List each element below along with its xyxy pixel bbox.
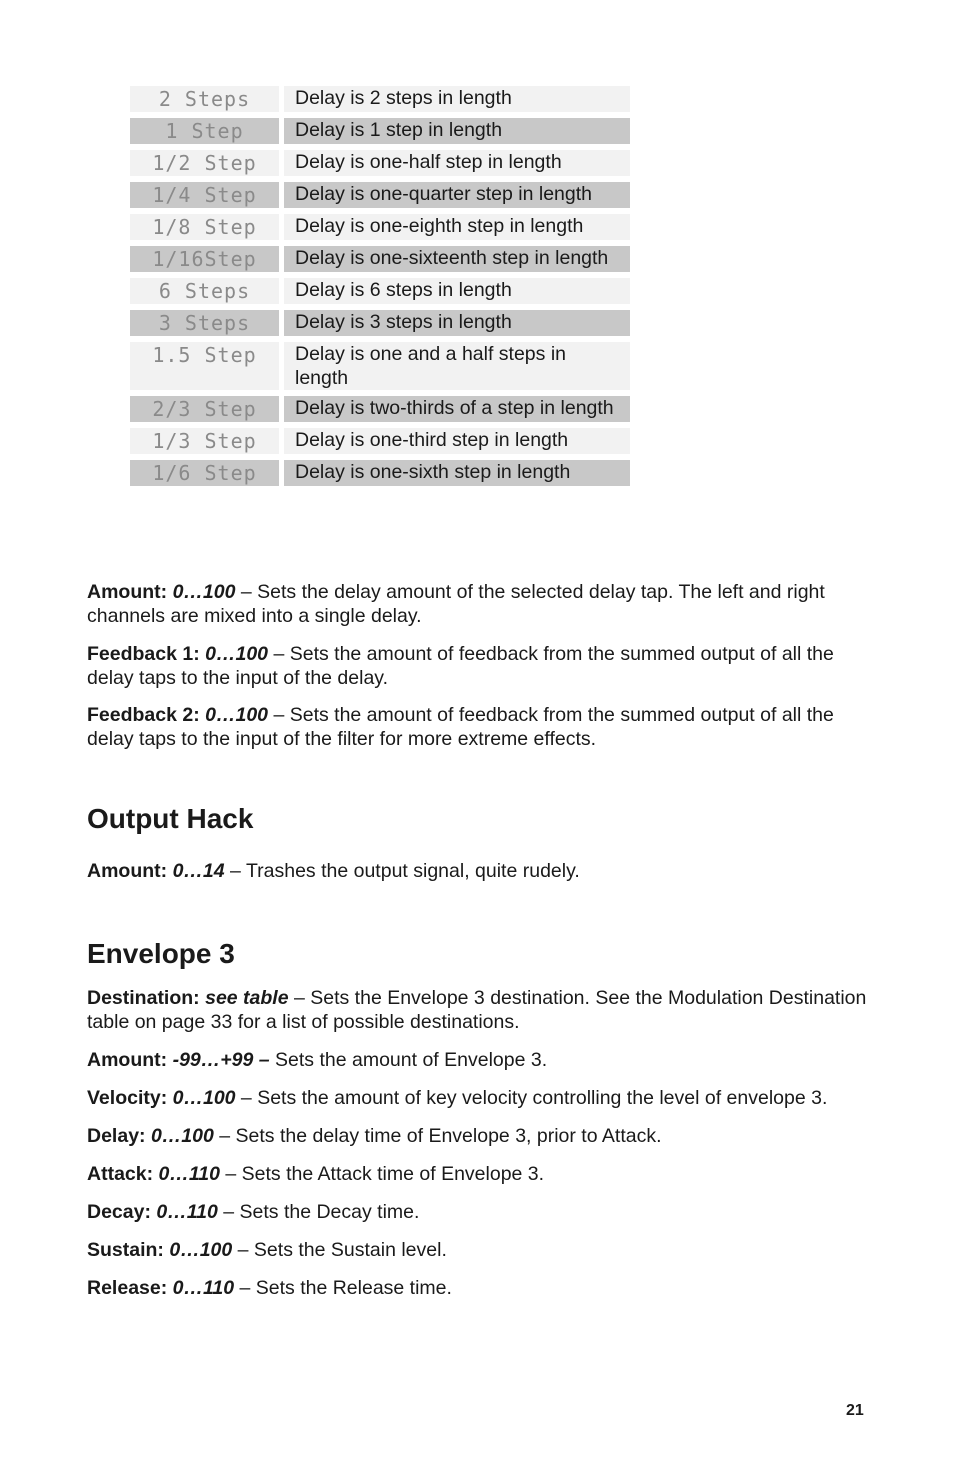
table-row [130,278,630,304]
lcd-value: 2/3 Step [130,396,279,422]
env3-delay-paragraph [87,1124,877,1148]
param-text: – Sets the delay time of Envelope 3, prior to Attack. [213,1125,662,1147]
env3-release-paragraph [87,1276,877,1300]
param-range: 0…100 [205,704,269,726]
param-label: Attack: [87,1163,154,1185]
row-description: Delay is one and a half steps in length [284,342,630,390]
param-text: – Sets the delay amount of the selected delay tap. The left and right channels are mixed into a single delay. [87,581,825,627]
output-hack-amount-paragraph [87,859,877,883]
row-description: Delay is one-sixteenth step in length [284,246,630,272]
row-description: Delay is 6 steps in length [284,278,630,304]
lcd-value: 1.5 Step [130,342,279,390]
lcd-value: 1/8 Step [130,214,279,240]
table-row [130,214,630,240]
env3-destination-paragraph [87,986,877,1034]
row-description: Delay is 2 steps in length [284,86,630,112]
table-row [130,182,630,208]
row-description: Delay is 3 steps in length [284,310,630,336]
param-label: Feedback 1: [87,643,200,665]
feedback1-paragraph [87,642,877,690]
lcd-value: 1/3 Step [130,428,279,454]
output-hack-heading: Output Hack [87,803,254,834]
envelope3-heading: Envelope 3 [87,938,235,969]
row-description: Delay is one-quarter step in length [284,182,630,208]
param-text: – Sets the amount of feedback from the summed output of all the delay taps to the input of the filter for more extreme effects. [87,704,834,750]
param-range: 0…100 [169,1239,233,1261]
param-range: 0…110 [158,1163,220,1185]
table-row [130,396,630,422]
param-label: Amount: [87,1049,168,1071]
env3-sustain-paragraph [87,1238,877,1262]
param-label: Amount: [87,860,168,882]
env3-attack-paragraph [87,1162,877,1186]
row-description: Delay is one-third step in length [284,428,630,454]
param-range: 0…100 [172,581,236,603]
lcd-value: 1 Step [130,118,279,144]
lcd-value: 1/16Step [130,246,279,272]
lcd-value: 3 Steps [130,310,279,336]
param-label: Decay: [87,1201,151,1223]
table-row [130,150,630,176]
row-description: Delay is one-half step in length [284,150,630,176]
row-description: Delay is 1 step in length [284,118,630,144]
param-label: Amount: [87,581,168,603]
param-text: – Sets the Decay time. [217,1201,420,1223]
table-row [130,310,630,336]
param-label: Sustain: [87,1239,164,1261]
feedback2-paragraph [87,703,877,751]
param-text: – Sets the Attack time of Envelope 3. [219,1163,545,1185]
param-range: see table [205,987,289,1009]
param-text: – Sets the amount of key velocity controlling the level of envelope 3. [235,1087,828,1109]
param-range: 0…100 [205,643,269,665]
param-text: Sets the amount of Envelope 3. [269,1049,548,1071]
table-row [130,460,630,486]
param-text: – Sets the Sustain level. [232,1239,447,1261]
param-label: Velocity: [87,1087,168,1109]
page-number: 21 [846,1402,864,1419]
param-text: – Sets the Envelope 3 destination. See the Modulation Destination table on page 33 for a list of possible destinations. [87,987,867,1033]
table-row [130,342,630,390]
lcd-value: 1/2 Step [130,150,279,176]
row-description: Delay is two-thirds of a step in length [284,396,630,422]
row-description: Delay is one-sixth step in length [284,460,630,486]
param-text: – Trashes the output signal, quite rudely. [224,860,580,882]
param-text: – Sets the amount of feedback from the summed output of all the delay taps to the input of the delay. [87,643,834,689]
param-label: Feedback 2: [87,704,200,726]
param-range: 0…100 [172,1087,236,1109]
param-range: 0…110 [156,1201,218,1223]
param-text: – Sets the Release time. [234,1277,452,1299]
lcd-value: 1/6 Step [130,460,279,486]
table-row [130,246,630,272]
env3-velocity-paragraph [87,1086,877,1110]
param-label: Delay: [87,1125,146,1147]
env3-amount-paragraph [87,1048,877,1072]
param-range: -99…+99 – [172,1049,270,1071]
lcd-value: 6 Steps [130,278,279,304]
env3-decay-paragraph [87,1200,877,1224]
row-description: Delay is one-eighth step in length [284,214,630,240]
lcd-value: 2 Steps [130,86,279,112]
param-range: 0…14 [172,860,225,882]
delay-length-table [130,86,630,492]
table-row [130,428,630,454]
table-row [130,86,630,112]
lcd-value: 1/4 Step [130,182,279,208]
table-row [130,118,630,144]
delay-amount-paragraph [87,580,877,628]
param-label: Release: [87,1277,168,1299]
param-range: 0…100 [150,1125,214,1147]
param-range: 0…110 [172,1277,235,1299]
param-label: Destination: [87,987,200,1009]
